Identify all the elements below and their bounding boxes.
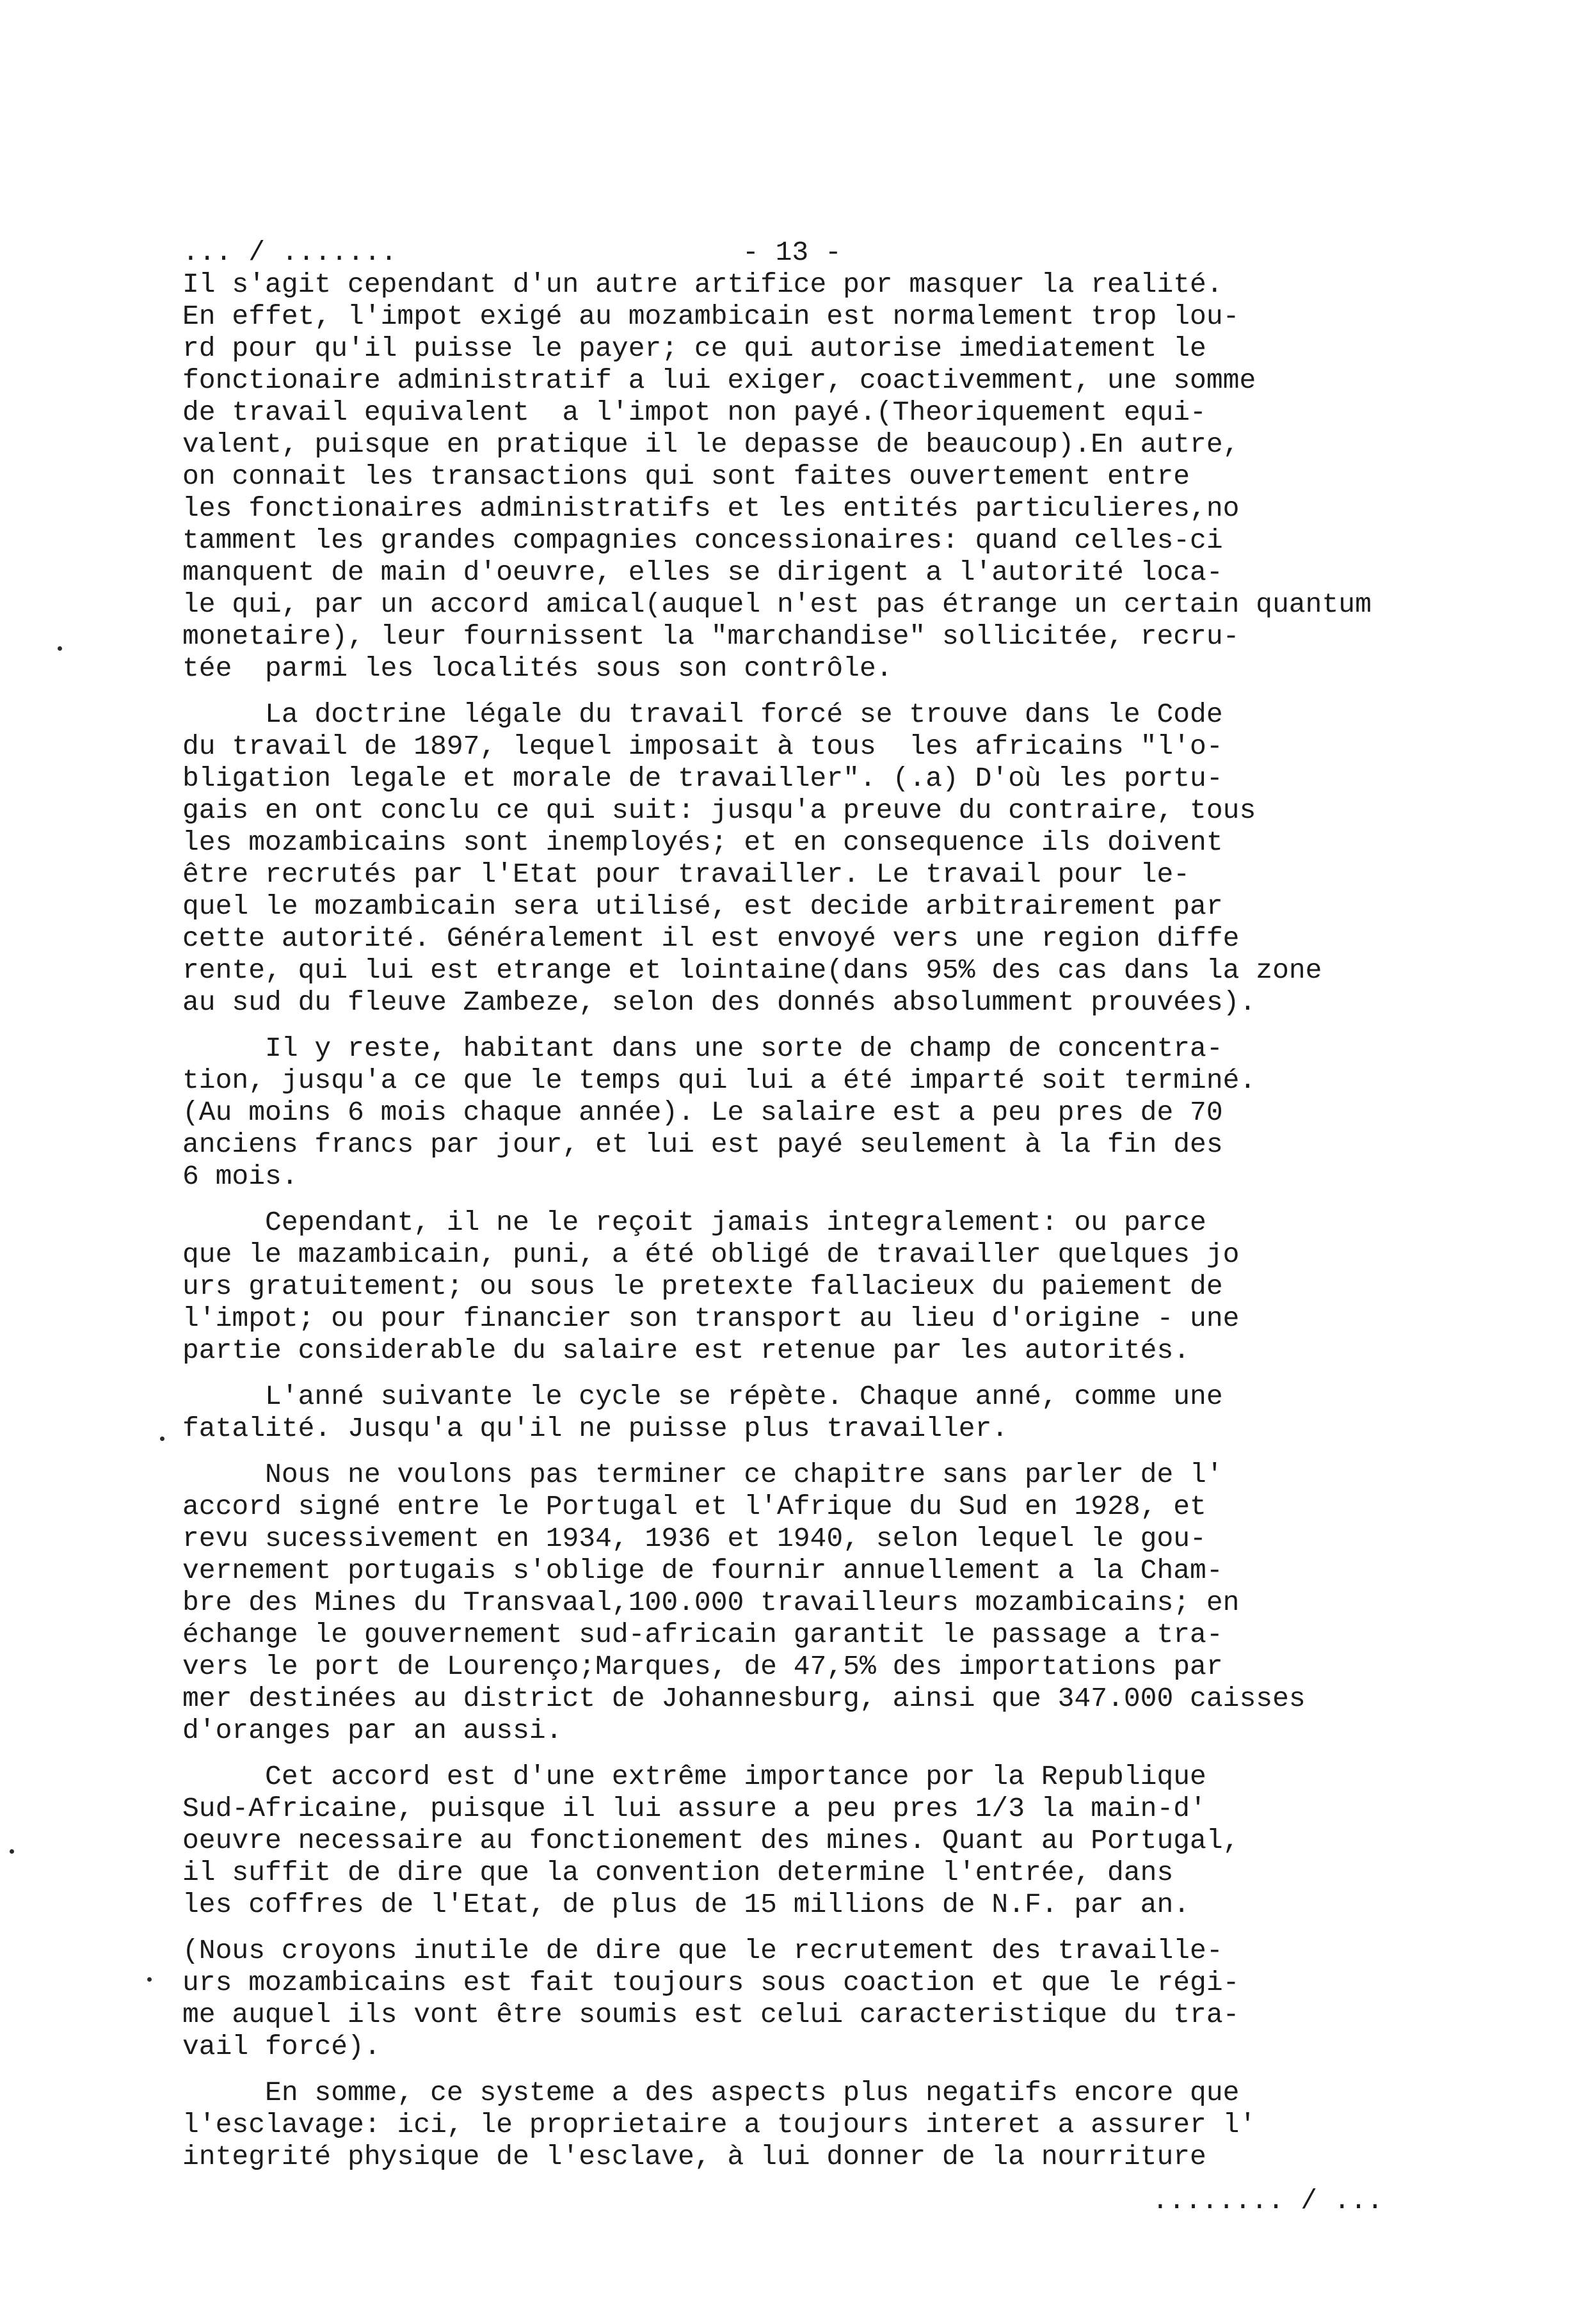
text-line: les coffres de l'Etat, de plus de 15 millions de N.F. par an. bbox=[182, 1889, 1190, 1920]
text-line: En effet, l'impot exigé au mozambicain est normalement trop lou- bbox=[182, 301, 1240, 332]
text-line: les mozambicains sont inemployés; et en consequence ils doivent bbox=[182, 827, 1223, 858]
text-line: revu sucessivement en 1934, 1936 et 1940, selon lequel le gou- bbox=[182, 1523, 1206, 1554]
text-line: integrité physique de l'esclave, à lui donner de la nourriture bbox=[182, 2141, 1206, 2172]
text-line: oeuvre necessaire au fonctionement des mines. Quant au Portugal, bbox=[182, 1825, 1240, 1856]
text-line: urs mozambicains est fait toujours sous coaction et que le régi- bbox=[182, 1967, 1240, 1998]
header-continuation: ... / ....... bbox=[182, 237, 397, 268]
text-line: le qui, par un accord amical(auquel n'est pas étrange un certain quantum bbox=[182, 589, 1372, 620]
text-line: rd pour qu'il puisse le payer; ce qui autorise imediatement le bbox=[182, 333, 1206, 364]
text-line: l'esclavage: ici, le proprietaire a toujours interet a assurer l' bbox=[182, 2109, 1256, 2140]
text-line: rente, qui lui est etrange et lointaine(dans 95% des cas dans la zone bbox=[182, 955, 1322, 986]
text-line: partie considerable du salaire est retenue par les autorités. bbox=[182, 1335, 1190, 1366]
paragraph bbox=[182, 2077, 1462, 2173]
text-line: au sud du fleuve Zambeze, selon des donnés absolumment prouvées). bbox=[182, 987, 1256, 1018]
paragraph bbox=[182, 1459, 1462, 1747]
text-line: 6 mois. bbox=[182, 1161, 298, 1192]
text-line: me auquel ils vont être soumis est celui caracteristique du tra- bbox=[182, 1999, 1240, 2030]
text-line: monetaire), leur fournissent la "marchandise" sollicitée, recru- bbox=[182, 621, 1240, 652]
paragraph bbox=[182, 269, 1462, 685]
text-line: (Nous croyons inutile de dire que le recrutement des travaille- bbox=[182, 1935, 1223, 1966]
text-line: être recrutés par l'Etat pour travailler. Le travail pour le- bbox=[182, 859, 1190, 890]
text-line: du travail de 1897, lequel imposait à tous les africains "l'o- bbox=[182, 731, 1223, 762]
text-line: bligation legale et morale de travailler". (.a) D'où les portu- bbox=[182, 763, 1223, 794]
text-line: de travail equivalent a l'impot non payé.(Theoriquement equi- bbox=[182, 397, 1206, 428]
text-line: Sud-Africaine, puisque il lui assure a peu pres 1/3 la main-d' bbox=[182, 1793, 1206, 1824]
text-line: tion, jusqu'a ce que le temps qui lui a été imparté soit terminé. bbox=[182, 1065, 1256, 1096]
page-number: - 13 - bbox=[742, 237, 842, 268]
document-body bbox=[182, 269, 1462, 2187]
text-line: fonctionaire administratif a lui exiger, coactivemment, une somme bbox=[182, 365, 1256, 396]
text-line: valent, puisque en pratique il le depasse de beaucoup).En autre, bbox=[182, 429, 1240, 460]
text-line: La doctrine légale du travail forcé se trouve dans le Code bbox=[182, 699, 1223, 730]
margin-dot bbox=[10, 1849, 14, 1854]
margin-dot bbox=[147, 1977, 152, 1982]
text-line: Il y reste, habitant dans une sorte de champ de concentra- bbox=[182, 1033, 1223, 1064]
text-line: il suffit de dire que la convention determine l'entrée, dans bbox=[182, 1857, 1174, 1888]
text-line: cette autorité. Généralement il est envoyé vers une region diffe bbox=[182, 923, 1240, 954]
paragraph bbox=[182, 1761, 1462, 1921]
text-line: d'oranges par an aussi. bbox=[182, 1715, 563, 1746]
text-line: tamment les grandes compagnies concessionaires: quand celles-ci bbox=[182, 525, 1223, 556]
paragraph bbox=[182, 699, 1462, 1019]
paragraph bbox=[182, 1207, 1462, 1367]
text-line: Il s'agit cependant d'un autre artifice por masquer la realité. bbox=[182, 269, 1223, 300]
text-line: vernement portugais s'oblige de fournir annuellement a la Cham- bbox=[182, 1555, 1223, 1586]
text-line: anciens francs par jour, et lui est payé seulement à la fin des bbox=[182, 1129, 1223, 1160]
text-line: En somme, ce systeme a des aspects plus negatifs encore que bbox=[182, 2077, 1240, 2108]
text-line: échange le gouvernement sud-africain garantit le passage a tra- bbox=[182, 1619, 1223, 1650]
text-line: L'anné suivante le cycle se répète. Chaque anné, comme une bbox=[182, 1381, 1223, 1412]
text-line: mer destinées au district de Johannesburg, ainsi que 347.000 caisses bbox=[182, 1683, 1306, 1714]
paragraph bbox=[182, 1381, 1462, 1445]
text-line: l'impot; ou pour financier son transport au lieu d'origine - une bbox=[182, 1303, 1240, 1334]
text-line: (Au moins 6 mois chaque année). Le salaire est a peu pres de 70 bbox=[182, 1097, 1223, 1128]
text-line: Cet accord est d'une extrême importance por la Republique bbox=[182, 1761, 1206, 1792]
text-line: vers le port de Lourenço;Marques, de 47,5% des importations par bbox=[182, 1651, 1223, 1682]
text-line: Cependant, il ne le reçoit jamais integralement: ou parce bbox=[182, 1207, 1206, 1238]
text-line: vail forcé). bbox=[182, 2031, 381, 2062]
text-line: manquent de main d'oeuvre, elles se dirigent a l'autorité loca- bbox=[182, 557, 1223, 588]
margin-dot bbox=[160, 1437, 164, 1441]
text-line: Nous ne voulons pas terminer ce chapitre sans parler de l' bbox=[182, 1459, 1223, 1490]
text-line: les fonctionaires administratifs et les entités particulieres,no bbox=[182, 493, 1240, 524]
text-line: gais en ont conclu ce qui suit: jusqu'a preuve du contraire, tous bbox=[182, 795, 1256, 826]
text-line: que le mazambicain, puni, a été obligé de travailler quelques jo bbox=[182, 1239, 1240, 1270]
margin-dot bbox=[58, 646, 62, 651]
text-line: fatalité. Jusqu'a qu'il ne puisse plus travailler. bbox=[182, 1413, 1009, 1444]
text-line: urs gratuitement; ou sous le pretexte fallacieux du paiement de bbox=[182, 1271, 1223, 1302]
text-line: on connait les transactions qui sont faites ouvertement entre bbox=[182, 461, 1190, 492]
paragraph bbox=[182, 1033, 1462, 1193]
footer-continuation: ........ / ... bbox=[1152, 2185, 1384, 2217]
text-line: quel le mozambicain sera utilisé, est decide arbitrairement par bbox=[182, 891, 1223, 922]
text-line: bre des Mines du Transvaal,100.000 travailleurs mozambicains; en bbox=[182, 1587, 1240, 1618]
text-line: accord signé entre le Portugal et l'Afrique du Sud en 1928, et bbox=[182, 1491, 1206, 1522]
text-line: tée parmi les localités sous son contrôle. bbox=[182, 653, 893, 684]
paragraph bbox=[182, 1935, 1462, 2063]
